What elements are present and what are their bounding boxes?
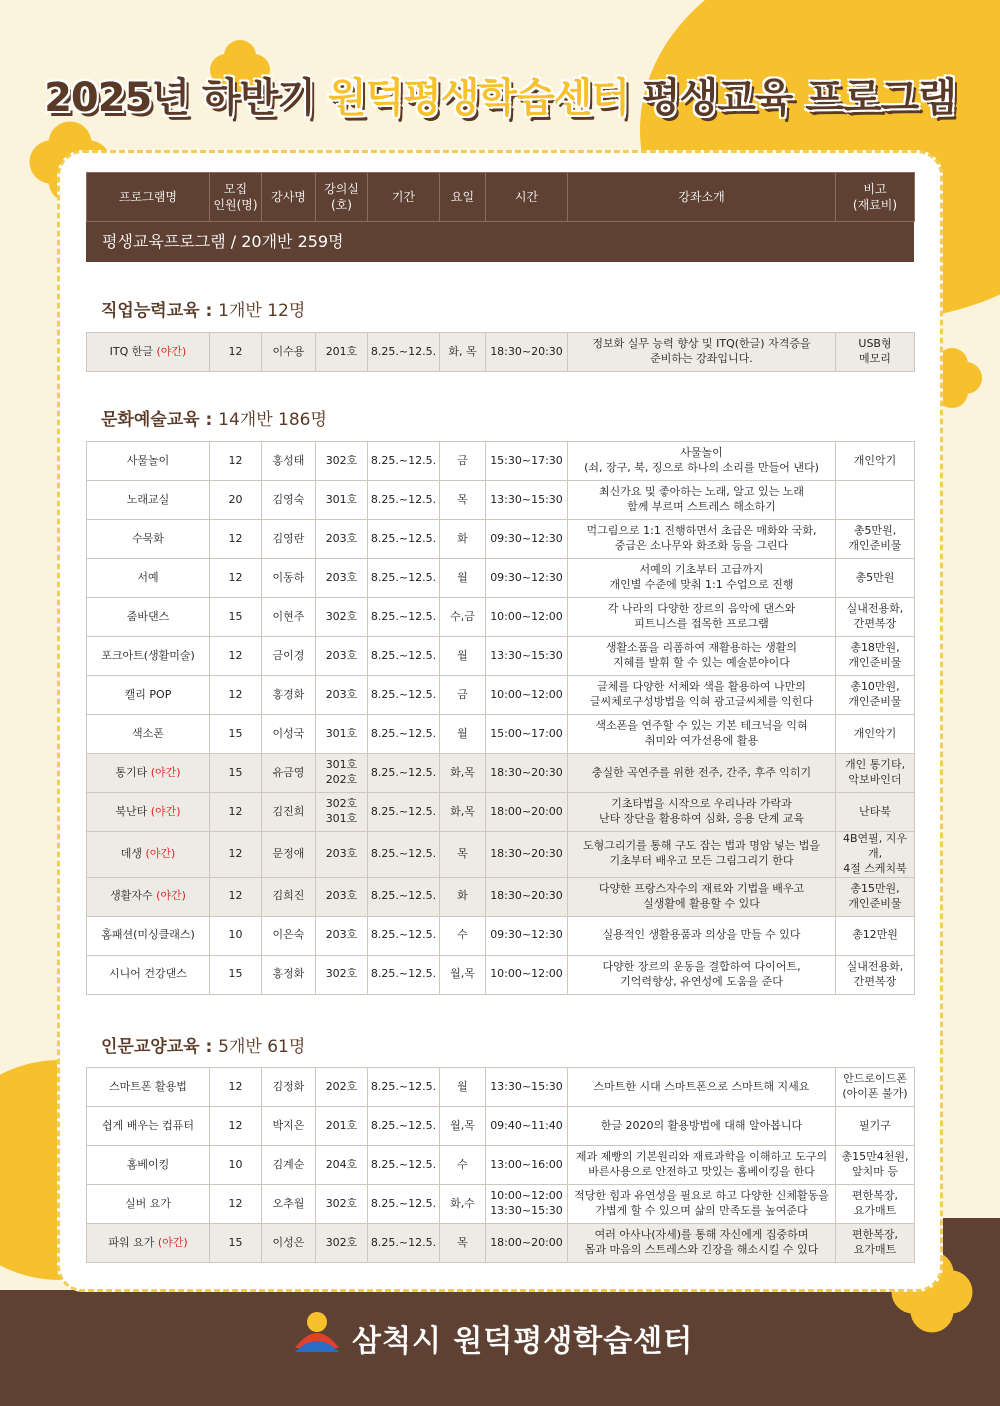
table-row [87, 1185, 915, 1224]
cell-day: 화 [440, 520, 486, 559]
cell-cap: 15 [210, 1224, 262, 1263]
column-header: 프로그램명 [87, 173, 210, 222]
cell-day: 화, 목 [440, 333, 486, 372]
cell-period: 8.25.~12.5. [368, 598, 440, 637]
table-row [87, 832, 915, 878]
cell-cap: 12 [210, 1107, 262, 1146]
cell-time: 18:00~20:00 [486, 793, 568, 832]
cell-time: 13:00~16:00 [486, 1146, 568, 1185]
cell-time: 09:30~12:30 [486, 520, 568, 559]
cell-teacher: 김영숙 [262, 481, 316, 520]
cell-day: 월 [440, 1068, 486, 1107]
cell-note: 총5만원 [836, 559, 915, 598]
cell-cap: 20 [210, 481, 262, 520]
cell-cap: 12 [210, 637, 262, 676]
cell-room: 203호 [316, 637, 368, 676]
night-class-badge: (야간) [156, 889, 186, 903]
cell-time: 09:30~12:30 [486, 559, 568, 598]
cell-day: 화,수 [440, 1185, 486, 1224]
cell-time: 10:00~12:00 [486, 676, 568, 715]
cell-day: 월 [440, 637, 486, 676]
cell-cap: 12 [210, 676, 262, 715]
cell-room: 302호 [316, 1224, 368, 1263]
night-class-badge: (야간) [145, 846, 176, 860]
cell-teacher: 박지은 [262, 1107, 316, 1146]
cell-teacher: 김정화 [262, 1068, 316, 1107]
center-logo-icon [293, 1308, 341, 1356]
program-name: 서예 [87, 559, 210, 598]
cell-period: 8.25.~12.5. [368, 559, 440, 598]
program-name: 사물놀이 [87, 442, 210, 481]
table-row [87, 916, 915, 955]
cell-room: 302호 [316, 442, 368, 481]
cell-day: 화,목 [440, 754, 486, 793]
program-name: 쉽게 배우는 컴퓨터 [87, 1107, 210, 1146]
footer-org-name: 삼척시 원덕평생학습센터 [352, 1324, 694, 1359]
program-name: 통기타 (야간) [87, 754, 210, 793]
column-header: 시간 [486, 173, 568, 222]
cell-period: 8.25.~12.5. [368, 715, 440, 754]
cell-time: 09:30~12:30 [486, 916, 568, 955]
cell-day: 금 [440, 442, 486, 481]
cell-teacher: 김진희 [262, 793, 316, 832]
cell-room: 302호 [316, 1185, 368, 1224]
program-name: ITQ 한글 (야간) [87, 333, 210, 372]
cell-day: 금 [440, 676, 486, 715]
cell-note: 개인악기 [836, 442, 915, 481]
cell-cap: 12 [210, 333, 262, 372]
cell-day: 화 [440, 877, 486, 916]
night-class-badge: (야간) [156, 344, 187, 358]
cell-teacher: 김계순 [262, 1146, 316, 1185]
program-name: 홈베이킹 [87, 1146, 210, 1185]
cell-period: 8.25.~12.5. [368, 1107, 440, 1146]
cell-note: USB형 메모리 [836, 333, 915, 372]
cell-cap: 12 [210, 442, 262, 481]
cell-note: 개인악기 [836, 715, 915, 754]
cell-desc: 생활소품을 리폼하여 재활용하는 생활의 지혜를 발휘 할 수 있는 예술분야이다 [568, 637, 836, 676]
table-row [87, 1107, 915, 1146]
program-name: 실버 요가 [87, 1185, 210, 1224]
cell-cap: 15 [210, 598, 262, 637]
cell-teacher: 이은숙 [262, 916, 316, 955]
column-header: 요일 [440, 173, 486, 222]
cell-desc: 한글 2020의 활용방법에 대해 알아봅니다 [568, 1107, 836, 1146]
cell-time: 18:30~20:30 [486, 877, 568, 916]
cell-desc: 적당한 힘과 유연성을 필요로 하고 다양한 신체활동을 가볍게 할 수 있으며 삶의 만족도를 높여준다 [568, 1185, 836, 1224]
cell-day: 월 [440, 715, 486, 754]
cell-day: 월 [440, 559, 486, 598]
cell-day: 수 [440, 1146, 486, 1185]
cell-day: 월,목 [440, 955, 486, 994]
cell-room: 203호 [316, 559, 368, 598]
cell-desc: 기초타법을 시작으로 우리나라 가락과 난타 장단을 활용하여 심화, 응용 단계 교육 [568, 793, 836, 832]
table-row [87, 559, 915, 598]
cell-desc: 다양한 장르의 운동을 결합하여 다이어트, 기억력향상, 유연성에 도움을 준다 [568, 955, 836, 994]
cell-teacher: 홍성태 [262, 442, 316, 481]
cell-teacher: 이수용 [262, 333, 316, 372]
cell-day: 목 [440, 1224, 486, 1263]
cell-room: 201호 [316, 1107, 368, 1146]
cell-desc: 먹그림으로 1:1 진행하면서 초급은 매화와 국화, 중급은 소나무와 화조화 등을 그린다 [568, 520, 836, 559]
section-table-culture [86, 441, 915, 995]
program-name: 파워 요가 (야간) [87, 1224, 210, 1263]
cell-period: 8.25.~12.5. [368, 832, 440, 878]
table-row [87, 1224, 915, 1263]
cell-time: 18:30~20:30 [486, 754, 568, 793]
cell-room: 204호 [316, 1146, 368, 1185]
column-header: 강사명 [262, 173, 316, 222]
cell-room: 302호 301호 [316, 793, 368, 832]
cell-room: 203호 [316, 832, 368, 878]
cell-teacher: 이성국 [262, 715, 316, 754]
cell-note: 개인 통기타, 악보바인더 [836, 754, 915, 793]
program-name: 수묵화 [87, 520, 210, 559]
cell-teacher: 이성은 [262, 1224, 316, 1263]
section-table-job [86, 332, 915, 372]
program-name: 홈패션(미싱클래스) [87, 916, 210, 955]
table-row [87, 1146, 915, 1185]
cell-desc: 정보화 실무 능력 향상 및 ITQ(한글) 자격증을 준비하는 강좌입니다. [568, 333, 836, 372]
cell-desc: 제과 제빵의 기본원리와 재료과학을 이해하고 도구의 바른사용으로 안전하고 맛있는 홈베이킹을 한다 [568, 1146, 836, 1185]
column-header: 강좌소개 [568, 173, 836, 222]
program-name: 시니어 건강댄스 [87, 955, 210, 994]
cell-note: 총10만원, 개인준비물 [836, 676, 915, 715]
page-title: 2025년 하반기 원덕평생학습센터 평생교육 프로그램 [44, 75, 956, 121]
cell-time: 09:40~11:40 [486, 1107, 568, 1146]
column-header: 모집 인원(명) [210, 173, 262, 222]
cell-time: 10:00~12:00 [486, 955, 568, 994]
cell-note: 총18만원, 개인준비물 [836, 637, 915, 676]
cell-period: 8.25.~12.5. [368, 793, 440, 832]
cell-day: 화,목 [440, 793, 486, 832]
cell-room: 302호 [316, 598, 368, 637]
program-name: 캘리 POP [87, 676, 210, 715]
cell-cap: 12 [210, 520, 262, 559]
cell-teacher: 홍경화 [262, 676, 316, 715]
cell-day: 수 [440, 916, 486, 955]
section-title: 문화예술교육 : 14개반 186명 [101, 410, 327, 430]
cell-cap: 15 [210, 955, 262, 994]
cell-period: 8.25.~12.5. [368, 442, 440, 481]
cell-teacher: 금이경 [262, 637, 316, 676]
program-name: 줌바댄스 [87, 598, 210, 637]
table-row [87, 877, 915, 916]
cell-note: 총15만원, 개인준비물 [836, 877, 915, 916]
cell-desc: 서예의 기초부터 고급까지 개인별 수준에 맞춰 1:1 수업으로 진행 [568, 559, 836, 598]
cell-note [836, 481, 915, 520]
column-header: 비고 (재료비) [836, 173, 915, 222]
cell-time: 18:30~20:30 [486, 333, 568, 372]
cell-room: 201호 [316, 333, 368, 372]
cell-period: 8.25.~12.5. [368, 1068, 440, 1107]
cell-cap: 15 [210, 715, 262, 754]
program-banner: 평생교육프로그램 / 20개반 259명 [86, 222, 914, 262]
program-name: 스마트폰 활용법 [87, 1068, 210, 1107]
cell-room: 203호 [316, 676, 368, 715]
cell-desc: 다양한 프랑스자수의 재료와 기법을 배우고 실생활에 활용할 수 있다 [568, 877, 836, 916]
cell-note: 실내전용화, 간편복장 [836, 598, 915, 637]
cell-period: 8.25.~12.5. [368, 1185, 440, 1224]
cell-period: 8.25.~12.5. [368, 333, 440, 372]
night-class-badge: (야간) [157, 1235, 188, 1249]
cell-day: 수,금 [440, 598, 486, 637]
table-row [87, 520, 915, 559]
night-class-badge: (야간) [150, 804, 181, 818]
cell-day: 월,목 [440, 1107, 486, 1146]
section-title: 직업능력교육 : 1개반 12명 [101, 301, 306, 321]
table-row [87, 442, 915, 481]
cell-desc: 충실한 곡연주를 위한 전주, 간주, 후주 익히기 [568, 754, 836, 793]
cell-time: 13:30~15:30 [486, 481, 568, 520]
program-name: 색소폰 [87, 715, 210, 754]
cell-day: 목 [440, 481, 486, 520]
cell-teacher: 홍정화 [262, 955, 316, 994]
cell-room: 301호 [316, 715, 368, 754]
cell-teacher: 유금영 [262, 754, 316, 793]
cell-note: 총12만원 [836, 916, 915, 955]
table-row [87, 955, 915, 994]
cell-note: 난타북 [836, 793, 915, 832]
program-name: 데생 (야간) [87, 832, 210, 878]
table-row [87, 481, 915, 520]
cell-cap: 12 [210, 559, 262, 598]
schedule-header [86, 172, 915, 222]
program-name: 생활자수 (야간) [87, 877, 210, 916]
cell-note: 총15만4천원, 앞치마 등 [836, 1146, 915, 1185]
cell-teacher: 이현주 [262, 598, 316, 637]
cell-period: 8.25.~12.5. [368, 1146, 440, 1185]
cell-note: 총5만원, 개인준비물 [836, 520, 915, 559]
cell-desc: 색소폰을 연주할 수 있는 기본 테크닉을 익혀 취미와 여가선용에 활용 [568, 715, 836, 754]
section-table-humanities [86, 1067, 915, 1263]
table-row [87, 598, 915, 637]
cell-note: 실내전용화, 간편복장 [836, 955, 915, 994]
cell-room: 203호 [316, 916, 368, 955]
cell-note: 편한복장, 요가매트 [836, 1224, 915, 1263]
cell-time: 18:00~20:00 [486, 1224, 568, 1263]
cell-teacher: 김희진 [262, 877, 316, 916]
cell-desc: 여러 아사나(자세)를 통해 자신에게 집중하며 몸과 마음의 스트레스와 긴장을 해소시킬 수 있다 [568, 1224, 836, 1263]
program-name: 포크아트(생활미술) [87, 637, 210, 676]
table-row [87, 754, 915, 793]
cell-period: 8.25.~12.5. [368, 955, 440, 994]
cell-room: 203호 [316, 877, 368, 916]
cell-cap: 12 [210, 832, 262, 878]
cell-period: 8.25.~12.5. [368, 1224, 440, 1263]
cell-time: 15:00~17:00 [486, 715, 568, 754]
cell-teacher: 오추월 [262, 1185, 316, 1224]
cell-desc: 각 나라의 다양한 장르의 음악에 댄스와 피트니스를 접목한 프로그램 [568, 598, 836, 637]
cell-room: 301호 202호 [316, 754, 368, 793]
cell-cap: 12 [210, 1185, 262, 1224]
cell-period: 8.25.~12.5. [368, 481, 440, 520]
cell-period: 8.25.~12.5. [368, 916, 440, 955]
table-row [87, 637, 915, 676]
cell-cap: 12 [210, 1068, 262, 1107]
table-row [87, 1068, 915, 1107]
cell-cap: 12 [210, 793, 262, 832]
cell-note: 필기구 [836, 1107, 915, 1146]
cell-note: 안드로이드폰 (아이폰 불가) [836, 1068, 915, 1107]
cell-room: 203호 [316, 520, 368, 559]
cell-note: 4B연필, 지우개, 4절 스케치북 [836, 832, 915, 878]
cell-time: 15:30~17:30 [486, 442, 568, 481]
cell-room: 302호 [316, 955, 368, 994]
cell-period: 8.25.~12.5. [368, 520, 440, 559]
table-row [87, 676, 915, 715]
cell-teacher: 이동하 [262, 559, 316, 598]
cell-cap: 15 [210, 754, 262, 793]
cell-time: 13:30~15:30 [486, 637, 568, 676]
cell-period: 8.25.~12.5. [368, 637, 440, 676]
cell-cap: 10 [210, 1146, 262, 1185]
section-title: 인문교양교육 : 5개반 61명 [101, 1037, 306, 1057]
cell-room: 301호 [316, 481, 368, 520]
table-row [87, 793, 915, 832]
cell-note: 편한복장, 요가매트 [836, 1185, 915, 1224]
column-header: 기간 [368, 173, 440, 222]
table-row [87, 333, 915, 372]
cell-desc: 실용적인 생활용품과 의상을 만들 수 있다 [568, 916, 836, 955]
column-header: 강의실 (호) [316, 173, 368, 222]
cell-cap: 12 [210, 877, 262, 916]
cell-time: 10:00~12:00 13:30~15:30 [486, 1185, 568, 1224]
cell-time: 18:30~20:30 [486, 832, 568, 878]
program-name: 북난타 (야간) [87, 793, 210, 832]
cell-desc: 글체를 다양한 서체와 색을 활용하여 나만의 글씨체로구성방법을 익혀 광고글씨체를 익힌다 [568, 676, 836, 715]
night-class-badge: (야간) [150, 765, 181, 779]
program-name: 노래교실 [87, 481, 210, 520]
cell-cap: 10 [210, 916, 262, 955]
cell-room: 202호 [316, 1068, 368, 1107]
cell-period: 8.25.~12.5. [368, 754, 440, 793]
cell-time: 10:00~12:00 [486, 598, 568, 637]
cell-teacher: 문정애 [262, 832, 316, 878]
cell-period: 8.25.~12.5. [368, 877, 440, 916]
cell-time: 13:30~15:30 [486, 1068, 568, 1107]
cell-period: 8.25.~12.5. [368, 676, 440, 715]
table-row [87, 715, 915, 754]
cell-day: 목 [440, 832, 486, 878]
cell-teacher: 김영란 [262, 520, 316, 559]
cell-desc: 사물놀이 (쇠, 장구, 북, 징으로 하나의 소리를 만들어 낸다) [568, 442, 836, 481]
cell-desc: 도형그리기를 통해 구도 잡는 법과 명암 넣는 법을 기초부터 배우고 모든 그림그리기 한다 [568, 832, 836, 878]
cell-desc: 최신가요 및 좋아하는 노래, 알고 있는 노래 함께 부르며 스트레스 해소하기 [568, 481, 836, 520]
cell-desc: 스마트한 시대 스마트폰으로 스마트해 지세요 [568, 1068, 836, 1107]
